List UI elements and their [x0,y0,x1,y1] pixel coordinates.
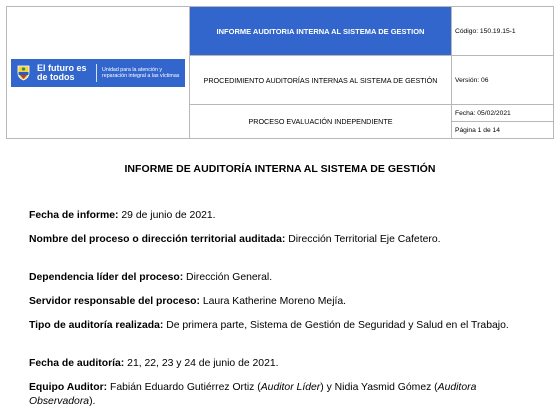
audit-dates-line [29,357,534,371]
version-cell: Versión: 06 [452,56,554,105]
document-title: INFORME DE AUDITORÍA INTERNA AL SISTEMA DE GESTIÓN [124,163,436,175]
field-label: Equipo Auditor: [29,382,108,393]
field-value: Fabián Eduardo Gutiérrez Ortiz ( [107,382,261,393]
field-value: Dirección General. [183,272,273,283]
code-cell: Código: 150.19.15-1 [452,7,554,56]
field-label: Fecha de informe: [29,210,119,221]
report-date-line [29,209,534,223]
lead-unit-line [29,271,534,285]
auditor-role: Auditora Observadora [29,382,477,407]
unit-name: Unidad para la atención y reparación integral a las víctimas [102,66,180,79]
field-label: Servidor responsable del proceso: [29,296,200,307]
page-number-cell: Página 1 de 14 [452,122,554,139]
report-title-cell: INFORME AUDITORIA INTERNA AL SISTEMA DE GESTION [190,7,452,56]
field-value: De primera parte, Sistema de Gestión de Seguridad y Salud en el Trabajo. [163,320,509,331]
date-cell: Fecha: 05/02/2021 [452,105,554,122]
field-label: Dependencia líder del proceso: [29,272,184,283]
field-label: Fecha de auditoría: [29,358,125,369]
field-label: Tipo de auditoría realizada: [29,320,164,331]
logo-cell [7,7,190,139]
audit-type-line [29,319,534,333]
coat-of-arms-icon [15,63,32,82]
procedure-cell: PROCEDIMIENTO AUDITORÍAS INTERNAS AL SISTEMA DE GESTIÓN [190,56,452,105]
field-value: Dirección Territorial Eje Cafetero. [285,234,441,245]
responsible-line [29,295,534,309]
audit-team-line [29,381,534,408]
field-label: Nombre del proceso o dirección territorial auditada: [29,234,286,245]
logo-divider [96,64,97,82]
auditor-role: Auditor Líder [260,382,321,393]
process-cell: PROCESO EVALUACIÓN INDEPENDIENTE [190,105,452,139]
field-value: ). [89,395,96,407]
field-value: 21, 22, 23 y 24 de junio de 2021. [124,358,279,369]
process-name-line [29,233,534,247]
document-header-table [6,6,554,139]
field-value: 29 de junio de 2021. [118,210,216,221]
field-value: ) y Nidia Yasmid Gómez ( [320,382,438,393]
field-value: Laura Katherine Moreno Mejía. [199,296,347,307]
brand-slogan: El futuro es de todos [37,62,87,82]
institution-logo [11,59,185,87]
